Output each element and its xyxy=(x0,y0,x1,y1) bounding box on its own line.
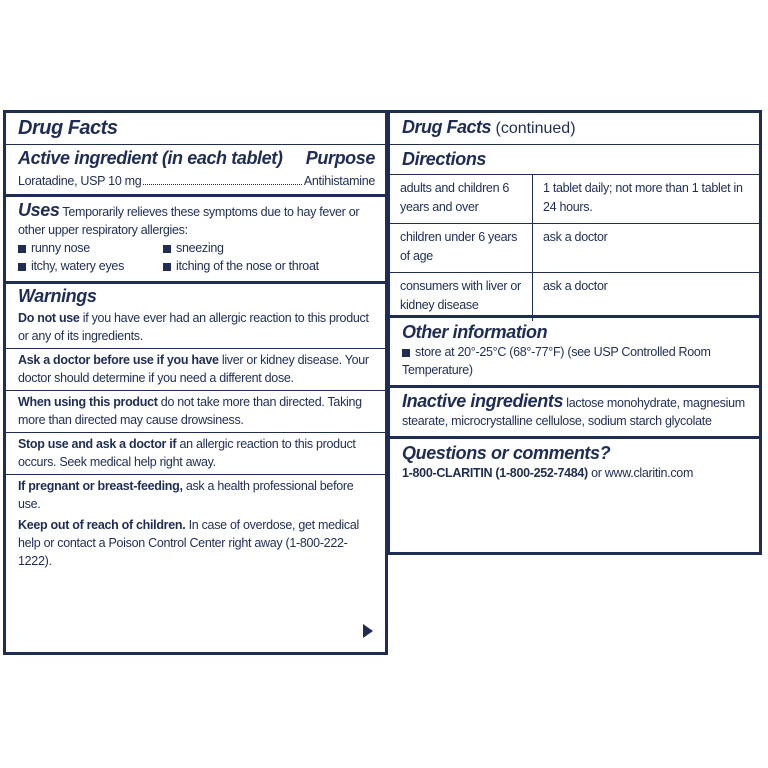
inactive-ingredients-text: lactose monohydrate, magnesium stearate, microcrystalline cellulose, sodium starch glycolate xyxy=(402,396,745,428)
directions-who: adults and children 6 years and over xyxy=(390,175,533,224)
website-text: or www.claritin.com xyxy=(591,466,694,480)
directions-what: ask a doctor xyxy=(533,273,760,322)
questions-heading: Questions or comments? xyxy=(402,443,611,463)
drug-facts-title: Drug Facts xyxy=(18,117,118,139)
when-using-warning: When using this product do not take more than directed. Taking more than directed may cause drowsiness. xyxy=(6,391,385,433)
ingredient-row xyxy=(18,172,375,190)
uses-item: itchy, watery eyes xyxy=(18,257,163,275)
other-information-item: store at 20°-25°C (68°-77°F) (see USP Controlled Room Temperature) xyxy=(402,345,711,377)
continued-label: (continued) xyxy=(495,120,576,137)
uses-list xyxy=(18,239,375,275)
uses-item: itching of the nose or throat xyxy=(163,257,375,275)
inactive-ingredients-heading: Inactive ingredients xyxy=(402,391,564,411)
inactive-ingredients-section xyxy=(390,388,759,439)
drug-facts-right-panel xyxy=(387,110,762,555)
continued-title-row xyxy=(402,117,749,138)
active-ingredient-heading-row xyxy=(18,148,375,169)
purpose-heading: Purpose xyxy=(305,148,375,168)
do-not-use-warning: Do not use if you have ever had an allergic reaction to this product or any of its ingredients. xyxy=(6,307,385,349)
active-ingredient-heading: Active ingredient (in each tablet) xyxy=(18,148,283,168)
ingredient-name: Loratadine, USP 10 mg xyxy=(18,174,142,188)
dot-leader xyxy=(143,184,301,185)
directions-who: consumers with liver or kidney disease xyxy=(390,273,533,322)
uses-text-block xyxy=(18,201,375,239)
stop-use-warning: Stop use and ask a doctor if an allergic reaction to this product occurs. Seek medical help right away. xyxy=(6,433,385,475)
table-row xyxy=(390,175,759,224)
table-row xyxy=(390,224,759,273)
directions-heading: Directions xyxy=(402,149,487,169)
directions-who: children under 6 years of age xyxy=(390,224,533,273)
warnings-section xyxy=(6,284,385,576)
inactive-ingredients-text-block xyxy=(402,392,749,430)
uses-item: runny nose xyxy=(18,239,163,257)
warnings-heading: Warnings xyxy=(18,286,97,306)
other-information-heading: Other information xyxy=(402,322,548,342)
phone-number: 1-800-CLARITIN (1-800-252-7484) xyxy=(402,466,588,480)
directions-table xyxy=(390,174,759,321)
directions-what: 1 tablet daily; not more than 1 tablet in 24 hours. xyxy=(533,175,760,224)
continued-title: Drug Facts xyxy=(402,117,492,137)
other-information-section xyxy=(390,318,759,388)
uses-section xyxy=(6,197,385,284)
uses-item: sneezing xyxy=(163,239,375,257)
ingredient-purpose: Antihistamine xyxy=(303,174,375,188)
drug-facts-left-panel xyxy=(3,110,388,655)
questions-contact xyxy=(402,464,749,482)
drug-facts-header xyxy=(6,113,385,197)
uses-text: Temporarily relieves these symptoms due to hay fever or other upper respiratory allergies: xyxy=(18,205,360,237)
uses-heading: Uses xyxy=(18,200,60,220)
table-row xyxy=(390,273,759,322)
keep-out-of-reach-warning: Keep out of reach of children. In case of overdose, get medical help or contact a Poison Control Center right away (1-800-222-1222). xyxy=(18,518,359,568)
continue-arrow-icon xyxy=(363,624,373,638)
questions-section xyxy=(390,439,759,488)
ask-doctor-warning: Ask a doctor before use if you have liver or kidney disease. Your doctor should determine if you need a different dose. xyxy=(6,349,385,391)
pregnancy-warning: If pregnant or breast-feeding, ask a health professional before use. xyxy=(18,479,354,511)
directions-what: ask a doctor xyxy=(533,224,760,273)
continued-header xyxy=(390,113,759,318)
